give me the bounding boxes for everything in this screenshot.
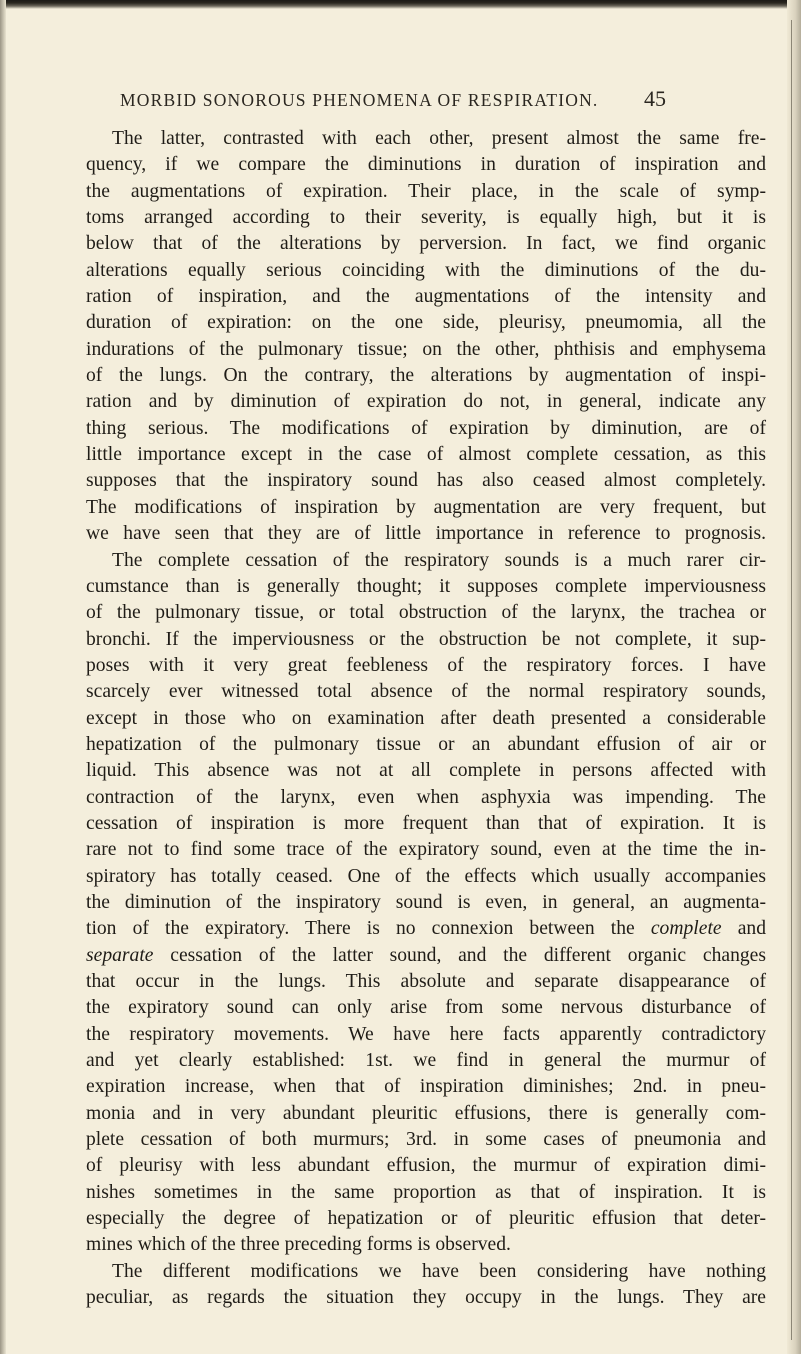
text-line: ration of inspiration, and the augmentations of the intensity and: [86, 286, 766, 308]
text-line: cessation of inspiration is more frequent than that of expiration. It is: [86, 812, 766, 834]
text-line: The different modifications we have been considering have nothing: [112, 1260, 766, 1282]
page-top-shadow: [0, 0, 801, 9]
text-line: below that of the alterations by perversion. In fact, we find organic: [86, 233, 766, 255]
text-line: thing serious. The modifications of expiration by diminution, are of: [86, 417, 766, 439]
text-line: bronchi. If the imperviousness or the obstruction be not complete, it sup-: [86, 628, 766, 650]
text-line-with-italic: [86, 943, 766, 969]
italic-word-separate: separate: [86, 944, 154, 966]
text-line: except in those who on examination after death presented a considerable: [86, 707, 766, 729]
text-line: The latter, contrasted with each other, present almost the same fre-: [112, 128, 766, 149]
page-number: 45: [644, 86, 666, 111]
text-line: the expiratory sound can only arise from some nervous disturbance of: [86, 997, 766, 1019]
text-line: hepatization of the pulmonary tissue or an abundant effusion of air or: [86, 733, 766, 755]
text-line: duration of expiration: on the one side, pleurisy, pneumomia, all the: [86, 312, 766, 334]
text-line: spiratory has totally ceased. One of the effects which usually accompanies: [86, 865, 766, 887]
text-line: plete cessation of both murmurs; 3rd. in some cases of pneumonia and: [86, 1129, 766, 1151]
text-fragment: cessation of the latter sound, and the different organic changes: [170, 944, 766, 966]
text-line: The modifications of inspiration by augmentation are very frequent, but: [86, 496, 766, 518]
running-head: [0, 86, 801, 116]
running-title: MORBID SONOROUS PHENOMENA OF RESPIRATION.: [120, 90, 599, 110]
italic-word-complete: complete: [650, 918, 722, 940]
text-line: nishes sometimes in the same proportion as that of inspiration. It is: [86, 1181, 766, 1203]
text-line: of pleurisy with less abundant effusion, the murmur of expiration dimi-: [86, 1155, 766, 1177]
text-line: alterations equally serious coinciding with the diminutions of the du-: [86, 259, 766, 281]
page-right-edge: [787, 0, 801, 1354]
text-line: we have seen that they are of little importance in reference to prognosis.: [86, 523, 766, 545]
text-line: little importance except in the case of almost complete cessation, as this: [86, 444, 766, 466]
text-line: of the lungs. On the contrary, the alterations by augmentation of inspi-: [86, 365, 766, 387]
text-line: monia and in very abundant pleuritic effusions, there is generally com-: [86, 1102, 766, 1124]
text-line: mines which of the three preceding forms is observed.: [86, 1234, 511, 1256]
text-line: ration and by diminution of expiration do not, in general, indicate any: [86, 391, 766, 413]
page-left-edge: [0, 0, 6, 1354]
text-line: the augmentations of expiration. Their place, in the scale of symp-: [86, 180, 766, 202]
text-line: scarcely ever witnessed total absence of the normal respiratory sounds,: [86, 681, 766, 703]
text-line: The complete cessation of the respiratory sounds is a much rarer cir-: [112, 549, 766, 571]
text-line: contraction of the larynx, even when asphyxia was impending. The: [86, 786, 766, 808]
text-line: expiration increase, when that of inspiration diminishes; 2nd. in pneu-: [86, 1076, 766, 1098]
page-right-edge-line: [791, 20, 792, 1340]
text-line: supposes that the inspiratory sound has also ceased almost completely.: [86, 470, 766, 492]
text-line: liquid. This absence was not at all complete in persons affected with: [86, 760, 766, 782]
text-line: rare not to find some trace of the expiratory sound, even at the time the in-: [86, 839, 766, 861]
text-line: poses with it very great feebleness of the respiratory forces. I have: [86, 654, 766, 676]
text-fragment: tion of the expiratory. There is no connexion between the: [86, 918, 635, 940]
text-line: of the pulmonary tissue, or total obstruction of the larynx, the trachea or: [86, 602, 766, 624]
text-fragment: and: [737, 918, 767, 940]
text-line: the diminution of the inspiratory sound is even, in general, an augmenta-: [86, 891, 766, 913]
text-line: cumstance than is generally thought; it supposes complete imperviousness: [86, 575, 766, 597]
text-line: toms arranged according to their severity, is equally high, but it is: [86, 207, 766, 229]
body-text: [86, 126, 766, 1311]
text-line: and yet clearly established: 1st. we find in general the murmur of: [86, 1050, 766, 1072]
text-line: indurations of the pulmonary tissue; on the other, phthisis and emphysema: [86, 338, 766, 360]
text-line: the respiratory movements. We have here facts apparently contradictory: [86, 1023, 766, 1045]
text-line: peculiar, as regards the situation they occupy in the lungs. They are: [86, 1287, 766, 1309]
text-line: quency, if we compare the diminutions in duration of inspiration and: [86, 154, 766, 176]
text-line: especially the degree of hepatization or of pleuritic effusion that deter-: [86, 1208, 766, 1230]
text-line-with-italic: [86, 916, 766, 942]
text-line: that occur in the lungs. This absolute and separate disappearance of: [86, 971, 766, 992]
